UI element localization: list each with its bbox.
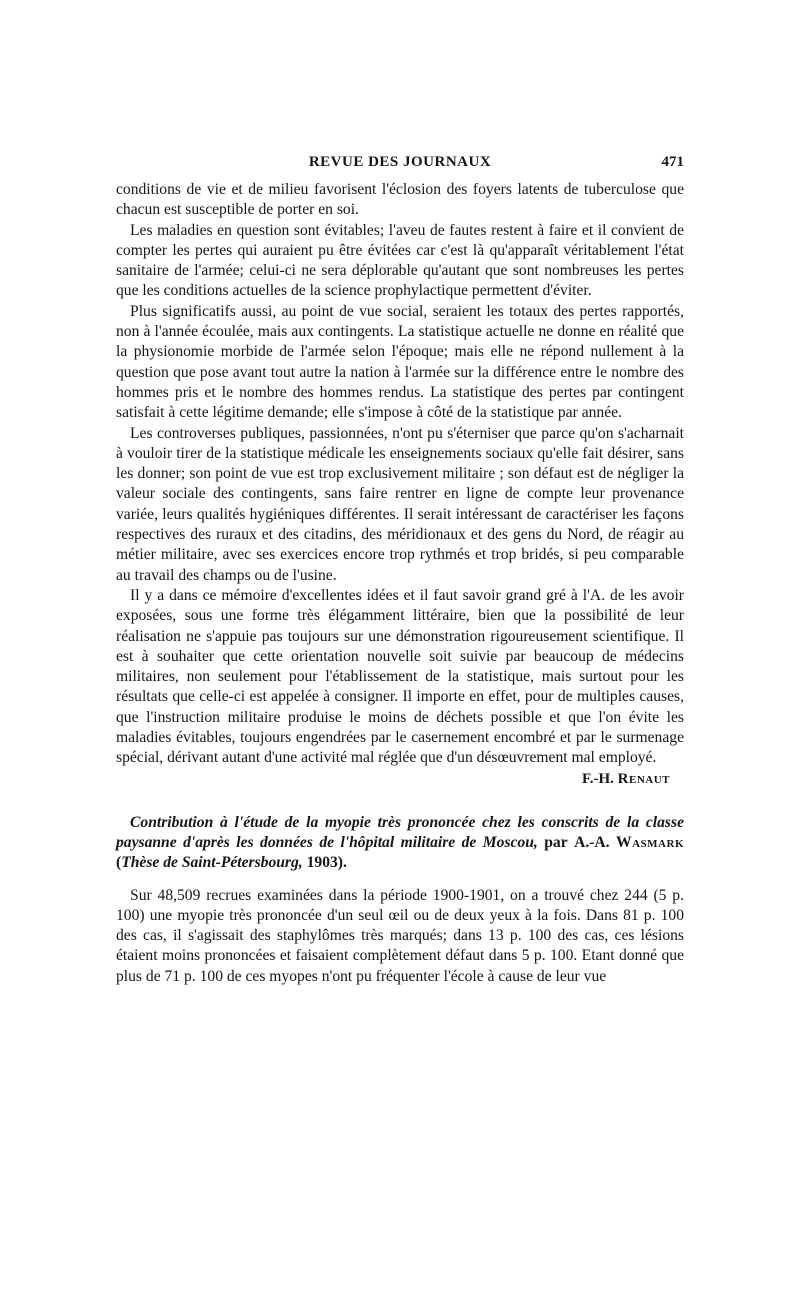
page-number: 471 (661, 154, 684, 170)
paragraph-4: Les controverses publiques, passionnées, n'ont pu s'éterniser que parce qu'on s'acharnait à vouloir tirer de la statistique médicale les enseignements sociaux qu'elle fait désirer, sans les donner; son point de vue est trop exclusivement militaire ; son défaut est de négliger la valeur sociale des contingents, sans faire rentrer en ligne de compte leur provenance variée, leurs qualités hygiéniques différentes. Il serait intéressant de caractériser les façons respectives des ruraux et des citadins, des méridionaux et des gens du Nord, de réagir au métier militaire, avec ses exercices encore trop rythmés et trop bridés, si peu comparable au travail des champs ou de l'usine. (116, 424, 684, 584)
section-citation-year: 1903). (306, 854, 347, 872)
page-header (116, 154, 684, 178)
section-by: par (544, 833, 568, 851)
section-author-initials: A.-A. (574, 833, 610, 851)
running-title: REVUE DES JOURNAUX (308, 154, 492, 170)
section-open-paren: ( (116, 854, 122, 872)
section-citation: Thèse de Saint-Pétersbourg, (121, 854, 303, 872)
signature-surname: Renaut (617, 770, 670, 787)
section-author-surname: Wasmark (616, 833, 684, 851)
paragraph-5: Il y a dans ce mémoire d'excellentes idées et il faut savoir grand gré à l'A. de les avoir exposées, sous une forme très élégamment littéraire, bien que la possibilité de leur réalisation ne s'appuie pas toujours sur une démonstration rigoureusement scientifique. Il est à souhaiter que cette orientation nouvelle soit suivie par beaucoup de médecins militaires, non seulement pour l'établissement de la statistique, mais surtout pour les résultats que celle-ci est appelée à consigner. Il importe en effet, pour de multiples causes, que l'instruction militaire produise le moins de déchets possible et que l'on évite les maladies évitables, toujours engendrées par le casernement encombré et par le surmenage spécial, dérivant autant d'une activité mal réglée que d'un désœuvrement mal employé. (116, 586, 684, 767)
paragraph-1: conditions de vie et de milieu favorisent l'éclosion des foyers latents de tuberculose que chacun est susceptible de porter en soi. (116, 181, 684, 219)
article-body (116, 180, 684, 987)
section-heading (116, 813, 684, 874)
review-signature (116, 769, 684, 791)
section-title-text: Contribution à l'étude de la myopie très prononcée chez les conscrits de la classe paysanne d'après les données de l'hôpital militaire de Moscou, (116, 813, 684, 851)
paragraph-2: Les maladies en question sont évitables; l'aveu de fautes restent à faire et il convient de compter les pertes qui auraient pu être évitées car c'est là qu'apparaît véritablement l'état sanitaire de l'armée; celui-ci ne sera déplorable qu'autant que sont nombreuses les pertes que les conditions actuelles de la science prophylactique permettent d'éviter. (116, 221, 684, 300)
paragraph-6: Sur 48,509 recrues examinées dans la période 1900-1901, on a trouvé chez 244 (5 p. 100) une myopie très prononcée d'un seul œil ou de deux yeux à la fois. Dans 81 p. 100 des cas, il s'agissait des staphylômes très marqués; dans 13 p. 100 des cas, ces lésions étaient moins prononcées et faisaient complètement défaut dans 5 p. 100. Etant donné que plus de 71 p. 100 de ces myopes n'ont pu fréquenter l'école à cause de leur vue (116, 886, 684, 985)
signature-initials: F.-H. (581, 770, 614, 787)
paragraph-3: Plus significatifs aussi, au point de vue social, seraient les totaux des pertes rapportés, non à l'année écoulée, mais aux contingents. La statistique actuelle ne donne en réalité que la physionomie morbide de l'armée selon l'époque; mais elle ne répond nullement à la question que pose avant tout autre la nation à l'armée sur la différence entre le nombre des hommes pris et le nombre des hommes rendus. La statistique des pertes par contingent satisfait à cette légitime demande; elle s'impose à côté de la statistique par année. (116, 302, 684, 422)
